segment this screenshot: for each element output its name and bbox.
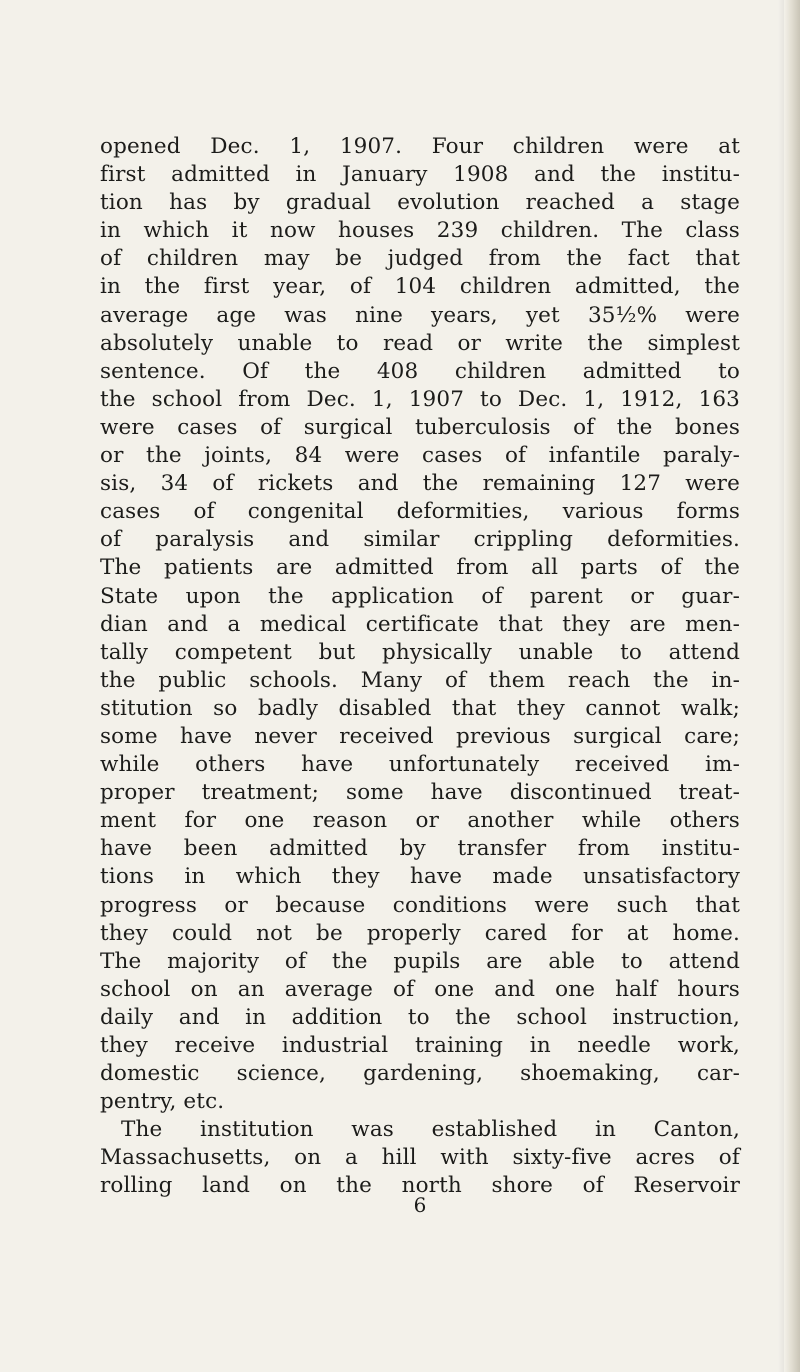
- text-line: tion has by gradual evolution reached a stage: [100, 190, 740, 216]
- text-line: of children may be judged from the fact that: [100, 246, 740, 272]
- text-line: the public schools. Many of them reach the in-: [100, 667, 740, 693]
- text-line: have been admitted by transfer from institu-: [100, 836, 740, 862]
- body-text: [100, 133, 740, 1201]
- text-line: first admitted in January 1908 and the institu-: [100, 162, 740, 188]
- text-line: State upon the application of parent or guar-: [100, 583, 740, 609]
- text-line: daily and in addition to the school instruction,: [100, 1004, 740, 1030]
- text-line: cases of congenital deformities, various forms: [100, 499, 740, 525]
- text-line: sentence. Of the 408 children admitted to: [100, 358, 740, 384]
- text-line: in the first year, of 104 children admitted, the: [100, 274, 740, 300]
- text-line: Massachusetts, on a hill with sixty-five acres of: [100, 1145, 740, 1171]
- text-line: were cases of surgical tuberculosis of the bones: [100, 414, 740, 440]
- text-line: sis, 34 of rickets and the remaining 127 were: [100, 471, 740, 497]
- text-line: or the joints, 84 were cases of infantile paraly-: [100, 443, 740, 469]
- text-line-paragraph-end: pentry, etc.: [100, 1089, 225, 1115]
- page-edge: [784, 0, 800, 1372]
- text-line: in which it now houses 239 children. The class: [100, 218, 740, 244]
- text-line: domestic science, gardening, shoemaking, car-: [100, 1061, 740, 1087]
- text-line: some have never received previous surgical care;: [100, 723, 740, 749]
- text-line: progress or because conditions were such that: [100, 892, 740, 918]
- text-line: stitution so badly disabled that they cannot walk;: [100, 695, 740, 721]
- text-line: average age was nine years, yet 35½% were: [100, 302, 740, 328]
- text-line: tions in which they have made unsatisfactory: [100, 864, 740, 890]
- text-line: they could not be properly cared for at home.: [100, 920, 740, 946]
- text-line: of paralysis and similar crippling deformities.: [100, 527, 740, 553]
- page-number: 6: [413, 1193, 427, 1217]
- text-line: the school from Dec. 1, 1907 to Dec. 1, 1912, 163: [100, 386, 740, 412]
- text-line: absolutely unable to read or write the simplest: [100, 330, 740, 356]
- text-line: dian and a medical certificate that they are men-: [100, 611, 740, 637]
- text-line: while others have unfortunately received im-: [100, 752, 740, 778]
- text-line: school on an average of one and one half hours: [100, 976, 740, 1002]
- text-line: rolling land on the north shore of Reservoir: [100, 1173, 740, 1199]
- text-line: they receive industrial training in needle work,: [100, 1033, 740, 1058]
- text-line-paragraph-start: The institution was established in Canton,: [121, 1117, 740, 1143]
- text-line: The majority of the pupils are able to attend: [100, 948, 740, 974]
- text-line: proper treatment; some have discontinued treat-: [100, 780, 740, 806]
- text-line: tally competent but physically unable to attend: [100, 639, 740, 665]
- text-line: The patients are admitted from all parts of the: [100, 555, 740, 581]
- text-line: ment for one reason or another while others: [100, 808, 740, 834]
- text-line: opened Dec. 1, 1907. Four children were at: [100, 134, 740, 159]
